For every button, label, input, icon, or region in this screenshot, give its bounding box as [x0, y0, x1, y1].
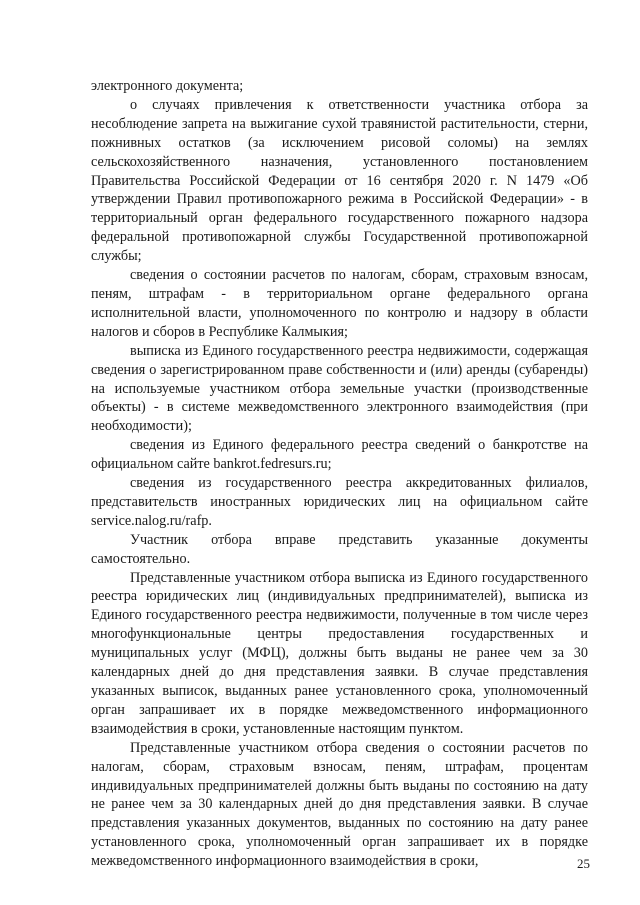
- paragraph-self-submission: Участник отбора вправе представить указанные документы самостоятельно.: [91, 531, 588, 567]
- paragraph-extract-validity: Представленные участником отбора выписка из Единого государственного реестра юридических лиц (индивидуальных предпринимателей), выписка из Единого государственного реестра недвижимости, полученные в том числе через многофункциональные центры предоставления государственных и муниципальных услуг (МФЦ), должны быть выданы не ранее чем за 30 календарных дней до дня представления заявки. В случае представления указанных выписок, выданных ранее установленного срока, уполномоченный орган запрашивает их в порядке межведомственного информационного взаимодействия в сроки, установленные настоящим пунктом.: [91, 569, 588, 737]
- paragraph-tax-info-validity: Представленные участником отбора сведения о состоянии расчетов по налогам, сборам, страховым взносам, пеням, штрафам, процентам индивидуальных предпринимателей должны быть выданы по состоянию на дату не ранее чем за 30 календарных дней до дня представления заявки. В случае представления указанных документов, выданных по состоянию на дату ранее установленного срока, уполномоченный орган запрашивает их в порядке межведомственного информационного взаимодействия в сроки,: [91, 739, 588, 870]
- paragraph-tax-settlements: сведения о состоянии расчетов по налогам, сборам, страховым взносам, пеням, штрафам - в территориальном органе федерального органа исполнительной власти, уполномоченного по контролю и надзору в области налогов и сборов в Республике Калмыкия;: [91, 267, 588, 340]
- paragraph-real-estate-extract: выписка из Единого государственного реестра недвижимости, содержащая сведения о зарегистрированном праве собственности и (или) аренды (субаренды) на используемые участником отбора земельные участки (производственные объекты) - в системе межведомственного электронного взаимодействия (при необходимости);: [91, 342, 588, 435]
- paragraph-branches-register: сведения из государственного реестра аккредитованных филиалов, представительств иностранных юридических лиц на официальном сайте service.nalog.ru/rafp.: [91, 475, 588, 529]
- paragraph-bankruptcy-register: сведения из Единого федерального реестра сведений о банкротстве на официальном сайте bankrot.fedresurs.ru;: [91, 437, 588, 473]
- paragraph-fire-violations: о случаях привлечения к ответственности участника отбора за несоблюдение запрета на выжигание сухой травянистой растительности, стерни, пожнивных остатков (за исключением рисовой соломы) на землях сельскохозяйственного назначения, установленного постановлением Правительства Российской Федерации от 16 сентября 2020 г. N 1479 «Об утверждении Правил противопожарного режима в Российской Федерации» - в территориальный орган федерального государственного пожарного надзора федеральной противопожарной службы Государственной противопожарной службы;: [91, 96, 588, 265]
- paragraph-continuation: электронного документа;: [91, 78, 244, 94]
- page-number: 25: [577, 856, 590, 871]
- document-body: [91, 77, 588, 871]
